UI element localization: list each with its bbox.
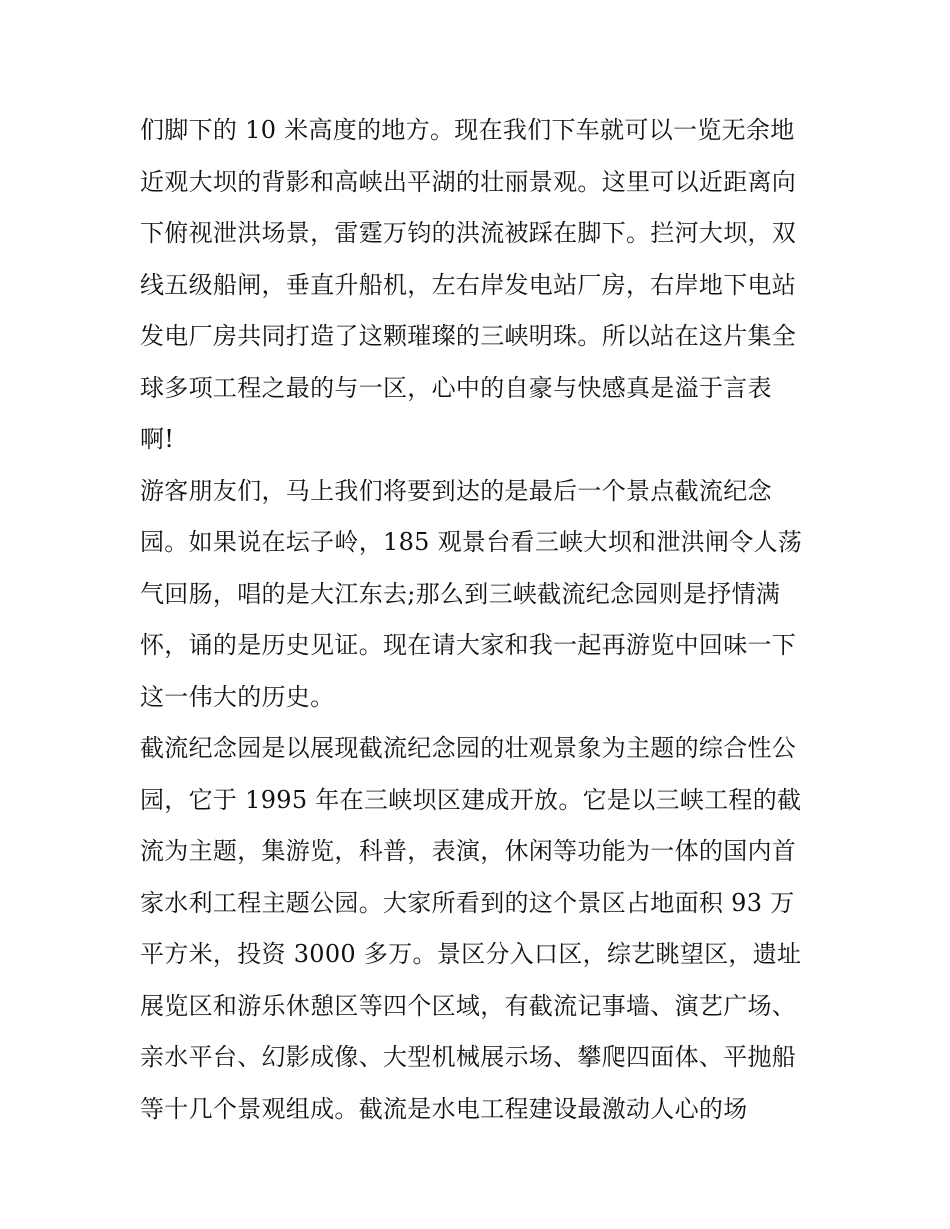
text-line: 近观大坝的背影和高峡出平湖的壮丽景观。这里可以近距离向	[140, 167, 797, 196]
text-line: 们脚下的 10 米高度的地方。现在我们下车就可以一览无余地	[140, 116, 795, 144]
text-line: 展览区和游乐休憩区等四个区域，有截流记事墙、演艺广场、	[140, 991, 797, 1020]
text-line: 球多项工程之最的与一区，心中的自豪与快感真是溢于言表	[140, 373, 772, 402]
text-line: 线五级船闸，垂直升船机，左右岸发电站厂房，右岸地下电站	[140, 270, 797, 299]
text-line: 截流纪念园是以展现截流纪念园的壮观景象为主题的综合性公	[140, 734, 797, 762]
body-text	[140, 105, 820, 1135]
text-line: 平方米，投资 3000 多万。景区分入口区，综艺眺望区，遗址	[140, 940, 802, 968]
text-line: 园。如果说在坛子岭，185 观景台看三峡大坝和泄洪闸令人荡	[140, 528, 803, 556]
text-line: 游客朋友们，马上我们将要到达的是最后一个景点截流纪念	[140, 476, 772, 505]
text-line: 啊!	[140, 425, 175, 453]
text-line: 怀，诵的是历史见证。现在请大家和我一起再游览中回味一下	[140, 631, 797, 659]
text-line: 下俯视泄洪场景，雷霆万钧的洪流被踩在脚下。拦河大坝，双	[140, 219, 797, 247]
text-line: 等十几个景观组成。截流是水电工程建设最激动人心的场	[140, 1094, 748, 1123]
text-line: 发电厂房共同打造了这颗璀璨的三峡明珠。所以站在这片集全	[140, 322, 797, 350]
text-line: 亲水平台、幻影成像、大型机械展示场、攀爬四面体、平抛船	[140, 1043, 797, 1071]
text-line: 流为主题，集游览，科普，表演，休闲等功能为一体的国内首	[140, 837, 797, 865]
text-line: 园，它于 1995 年在三峡坝区建成开放。它是以三峡工程的截	[140, 785, 802, 814]
text-line: 这一伟大的历史。	[140, 682, 335, 711]
text-line: 家水利工程主题公园。大家所看到的这个景区占地面积 93 万	[140, 888, 795, 917]
text-line: 气回肠，唱的是大江东去;那么到三峡截流纪念园则是抒情满	[140, 579, 781, 608]
